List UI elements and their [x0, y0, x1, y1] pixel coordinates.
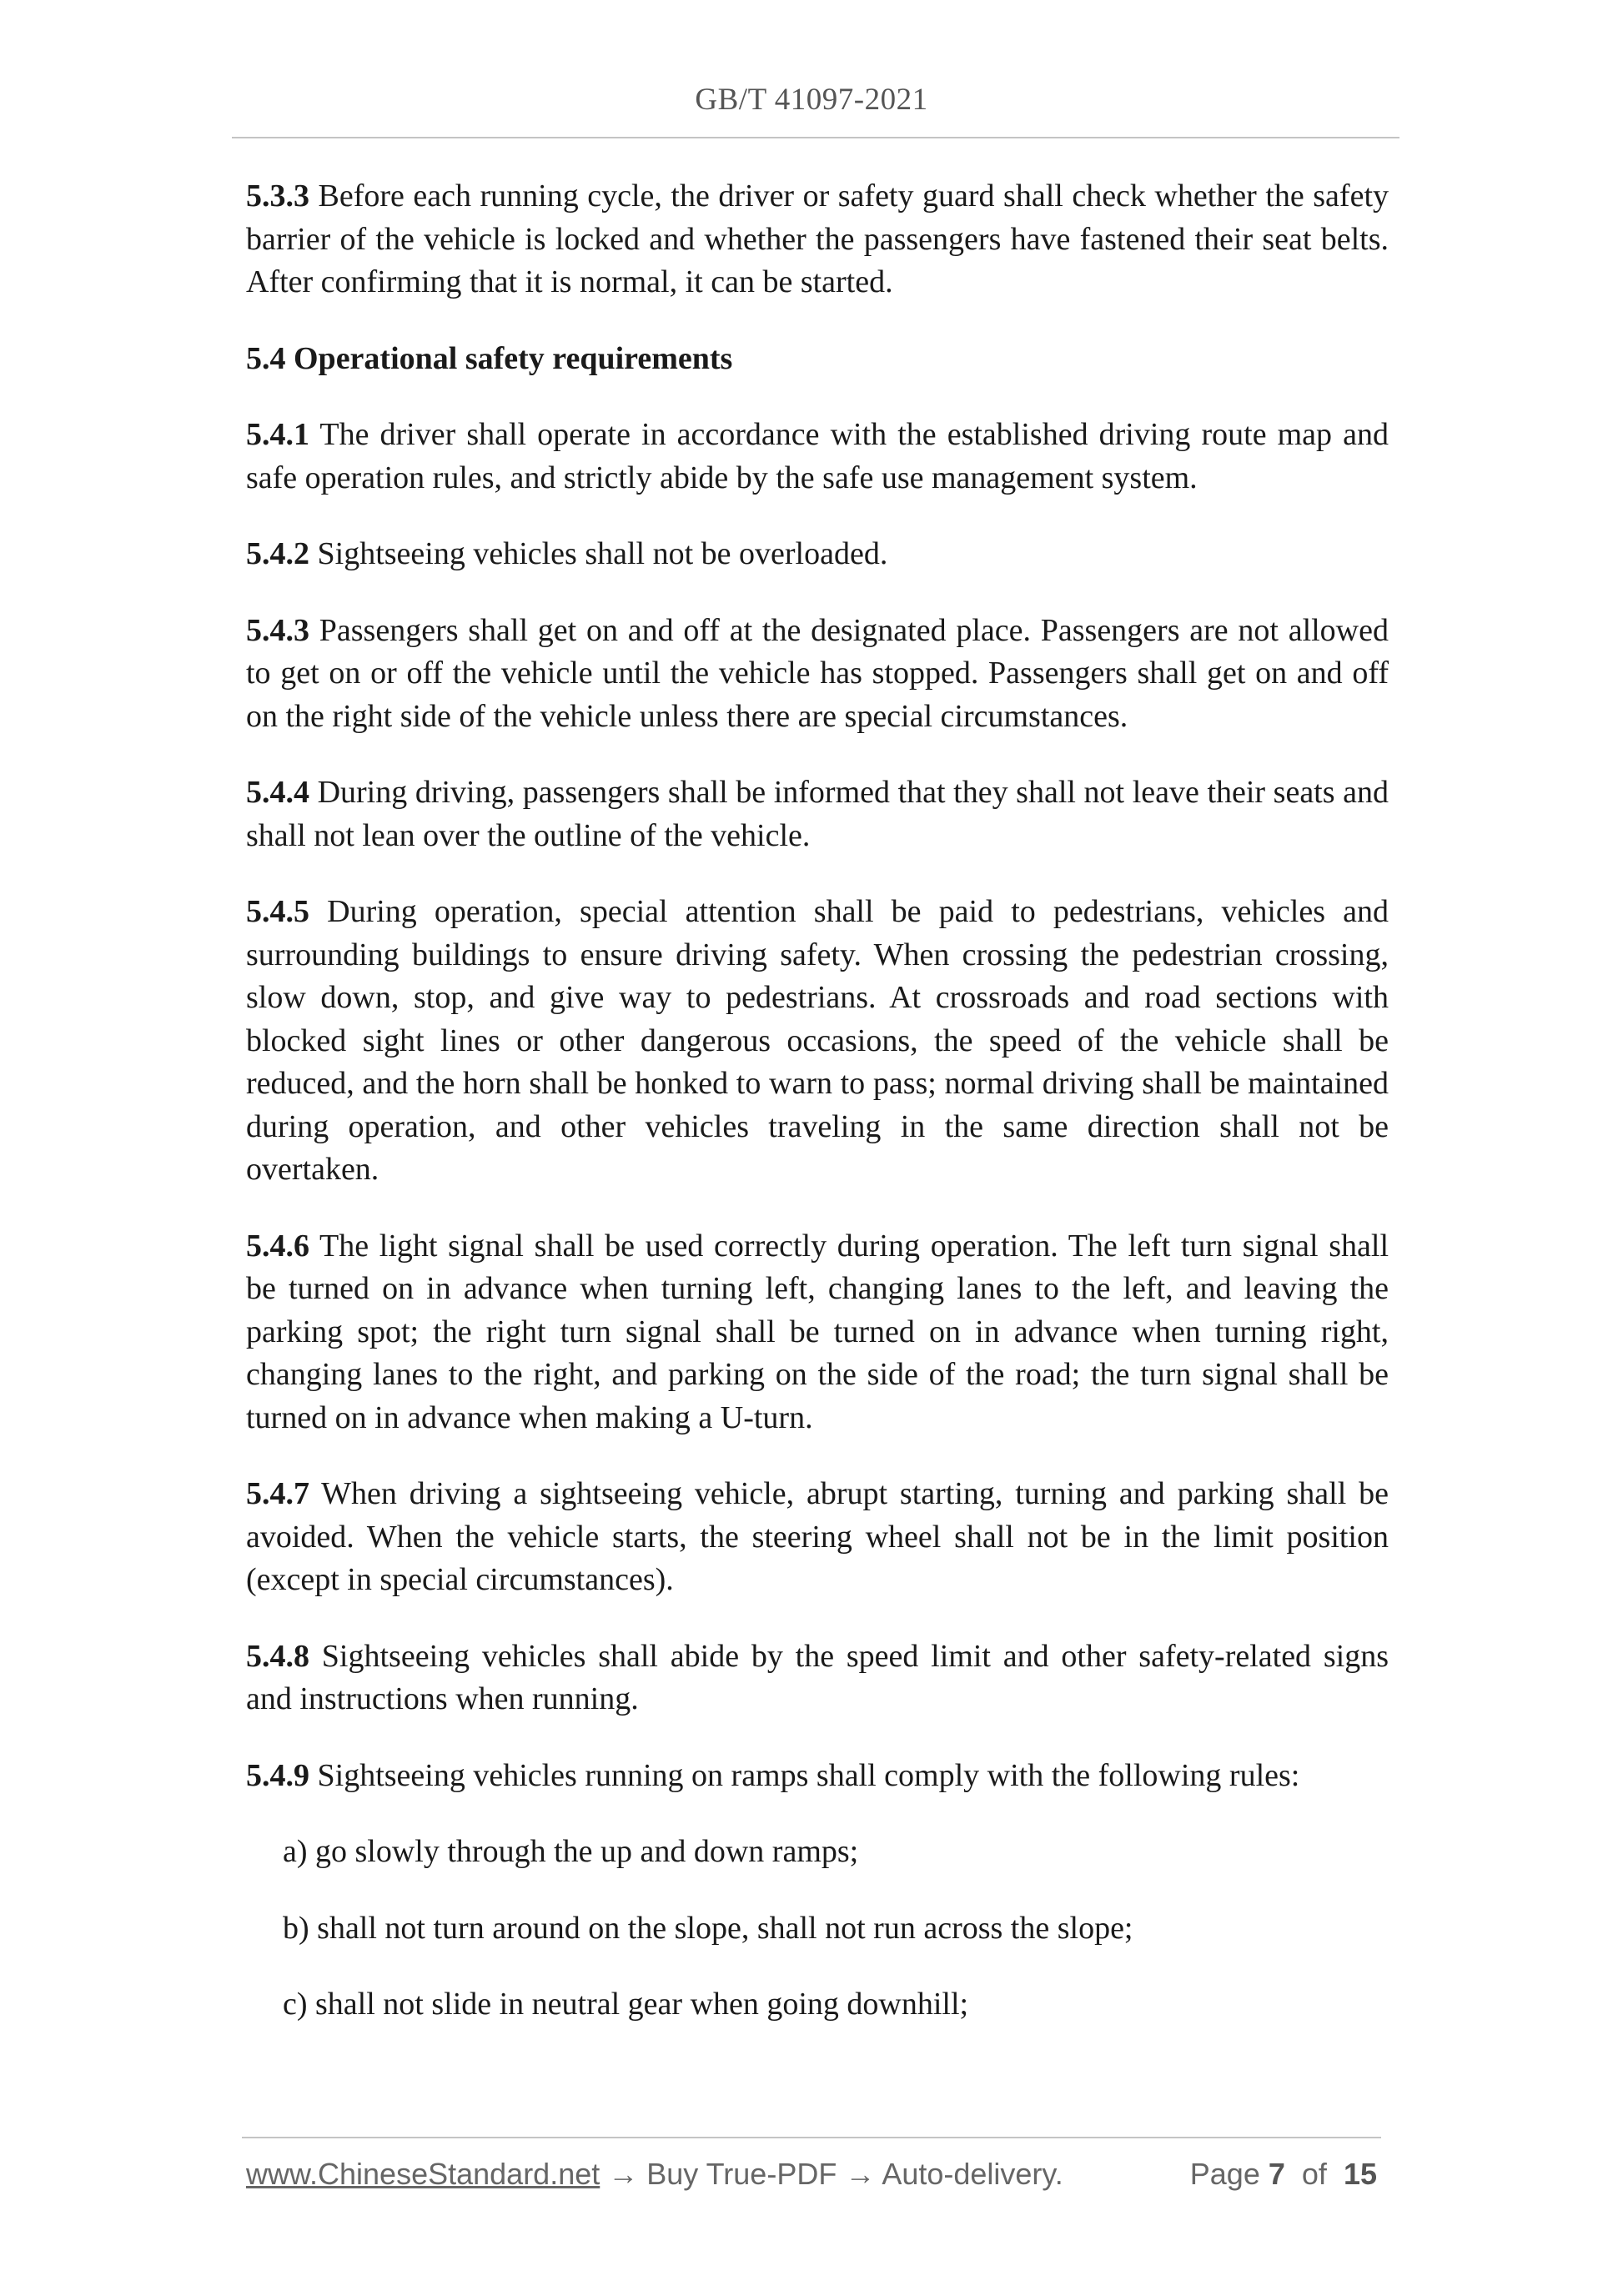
- footer-promo-text: → Buy True-PDF → Auto-delivery.: [600, 2157, 1063, 2191]
- current-page-number: 7: [1268, 2157, 1285, 2191]
- clause-5-4-6: [246, 1225, 1389, 1440]
- clause-text: The light signal shall be used correctly during operation. The left turn signal shall be turned on in advance when turning left, changing lanes to the left, and leaving the parking spot; the right turn signal shall be turned on in advance when turning right, changing lanes to the right, and parking on the side of the road; the turn signal shall be turned on in advance when making a U-turn.: [246, 1228, 1389, 1435]
- page-indicator: [1190, 2157, 1377, 2192]
- footer-divider: [242, 2137, 1381, 2138]
- list-item: c) shall not slide in neutral gear when going downhill;: [283, 1987, 969, 2022]
- clause-number: 5.4.4: [246, 775, 309, 810]
- clause-text: During operation, special attention shall be paid to pedestrians, vehicles and surrounding buildings to ensure driving safety. When crossing the pedestrian crossing, slow down, stop, and give way to pedestrians. At crossroads and road sections with blocked sight lines or other dangerous occasions, the speed of the vehicle shall be reduced, and the horn shall be honked to warn to pass; normal driving shall be maintained during operation, and other vehicles traveling in the same direction shall not be overtaken.: [246, 894, 1389, 1187]
- document-body: [246, 175, 1389, 2060]
- list-item: a) go slowly through the up and down ramps;: [283, 1834, 859, 1869]
- website-link[interactable]: www.ChineseStandard.net: [246, 2157, 600, 2191]
- clause-text: Before each running cycle, the driver or safety guard shall check whether the safety barrier of the vehicle is locked and whether the passengers have fastened their seat belts. After confirming that it is normal, it can be started.: [246, 178, 1389, 299]
- clause-5-4-8: [246, 1635, 1389, 1721]
- clause-number: 5.4.3: [246, 612, 309, 648]
- section-heading-5-4: 5.4 Operational safety requirements: [246, 340, 733, 376]
- clause-text: The driver shall operate in accordance with the established driving route map and safe operation rules, and strictly abide by the safe use management system.: [246, 417, 1389, 495]
- clause-number: 5.4.9: [246, 1757, 309, 1793]
- of-label: of: [1301, 2157, 1327, 2191]
- clause-number: 5.4.7: [246, 1476, 309, 1511]
- clause-number: 5.4.1: [246, 417, 309, 452]
- page-label: Page: [1189, 2157, 1260, 2191]
- clause-text: Sightseeing vehicles shall not be overloaded.: [309, 536, 888, 571]
- clause-5-4-4: [246, 771, 1389, 857]
- clause-number: 5.4.2: [246, 536, 309, 571]
- clause-5-4-7: [246, 1473, 1389, 1602]
- clause-text: Sightseeing vehicles shall abide by the speed limit and other safety-related signs and instructions when running.: [246, 1638, 1389, 1716]
- clause-text: When driving a sightseeing vehicle, abrupt starting, turning and parking shall be avoided. When the vehicle starts, the steering wheel shall not be in the limit position (except in special circumstances).: [246, 1476, 1389, 1597]
- footer-promo: [246, 2157, 1063, 2192]
- clause-number: 5.4.8: [246, 1638, 309, 1674]
- clause-5-4-3: [246, 610, 1389, 739]
- list-item: b) shall not turn around on the slope, shall not run across the slope;: [283, 1910, 1133, 1946]
- total-pages-number: 15: [1343, 2157, 1377, 2191]
- clause-5-4-2: [246, 533, 1389, 576]
- clause-text: Sightseeing vehicles running on ramps shall comply with the following rules:: [309, 1757, 1300, 1793]
- clause-number: 5.4.5: [246, 894, 309, 929]
- clause-5-4-5: [246, 891, 1389, 1192]
- clause-5-4-9: [246, 1755, 1389, 1798]
- clause-text: Passengers shall get on and off at the designated place. Passengers are not allowed to get on or off the vehicle until the vehicle has stopped. Passengers shall get on and off on the right side of the vehicle unless there are special circumstances.: [246, 612, 1389, 734]
- header-divider: [232, 137, 1399, 138]
- clause-number: 5.3.3: [246, 178, 309, 214]
- clause-5-4-1: [246, 414, 1389, 500]
- clause-5-3-3: [246, 175, 1389, 304]
- clause-number: 5.4.6: [246, 1228, 309, 1264]
- clause-text: During driving, passengers shall be informed that they shall not leave their seats and shall not lean over the outline of the vehicle.: [246, 775, 1389, 853]
- page-header: GB/T 41097-2021: [695, 83, 928, 117]
